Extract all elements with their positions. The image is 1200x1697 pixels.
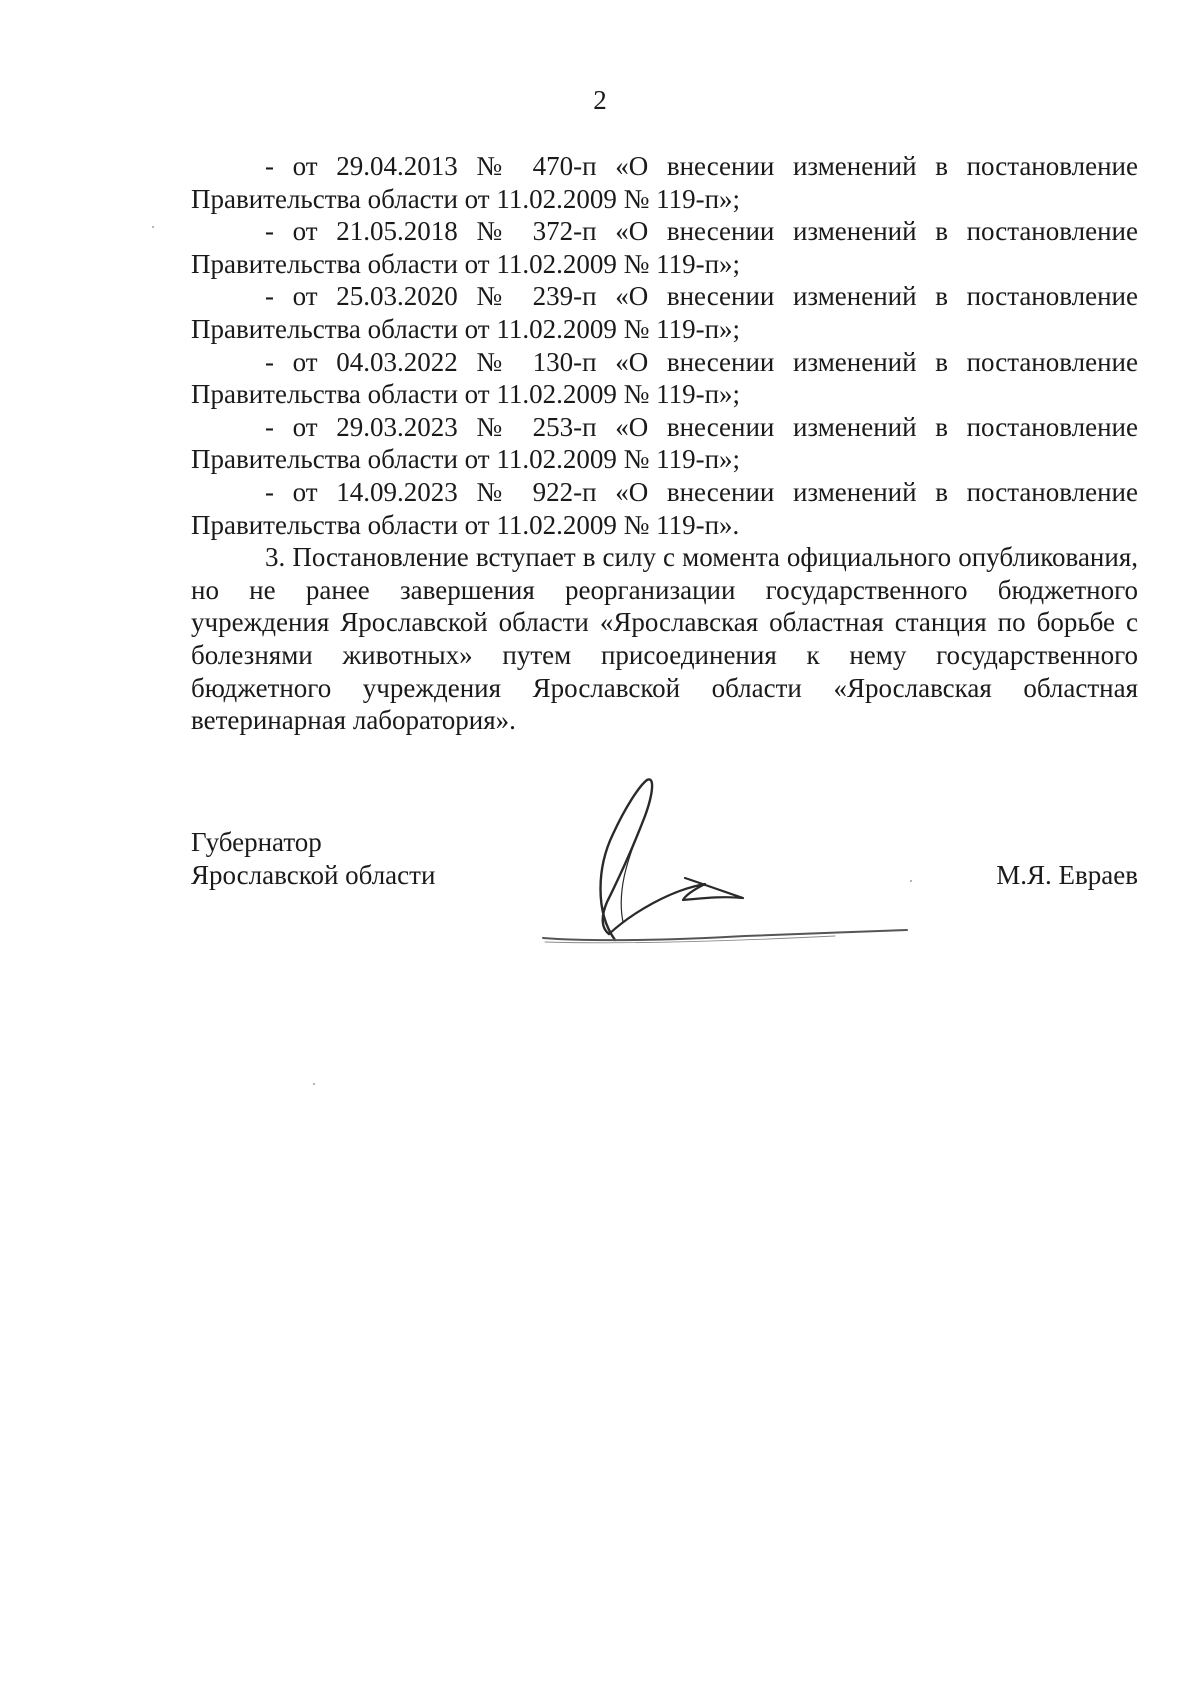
list-item-line-2: Правительства области от 11.02.2009 № 119-п»; [191,183,741,214]
list-item [191,280,1138,345]
signature-inner-stroke [621,832,639,922]
list-item-line-1: - от 14.09.2023 № 922-п «О внесении изменений в постановление [265,476,1138,507]
list-item [191,346,1138,411]
list-item-line-2: Правительства области от 11.02.2009 № 119-п»; [191,444,741,475]
list-item [191,150,1138,215]
list-item-line-2: Правительства области от 11.02.2009 № 119-п». [191,509,740,540]
signature-underline-stroke [543,930,907,940]
list-item-line-1: - от 21.05.2018 № 372-п «О внесении изменений в постановление [265,216,1138,247]
scan-speck [910,880,912,882]
list-item-line-2: Правительства области от 11.02.2009 № 119-п»; [191,313,741,344]
list-item-line-2: Правительства области от 11.02.2009 № 119-п»; [191,379,741,410]
list-item-line-1: - от 29.04.2013 № 470-п «О внесении изменений в постановление [265,151,1138,181]
signatory-title-line-2: Ярославской области [191,859,436,890]
document-body [191,150,1138,737]
list-item-line-1: - от 29.03.2023 № 253-п «О внесении изменений в постановление [265,411,1138,442]
list-item-line-1: - от 04.03.2022 № 130-п «О внесении изменений в постановление [265,346,1138,377]
handwritten-signature [535,772,920,952]
clause-3-paragraph: 3. Постановление вступает в силу с момента официального опубликования, но не ранее завершения реорганизации государственного бюджетного учреждения Ярославской области «Ярославская областная станция по борьбе с болезнями животных» путем присоединения к нему государственного бюджетного учреждения Ярославской области «Ярославская областная ветеринарная лаборатория». [191,542,1138,736]
signatory-title [191,826,435,891]
signature-hook-stroke [609,878,743,934]
signatory-title-line-1: Губернатор [191,827,322,857]
signatory-name: М.Я. Евраев [996,859,1138,890]
list-item-line-1: - от 25.03.2020 № 239-п «О внесении изменений в постановление [265,281,1138,312]
scan-speck [152,226,154,228]
list-item-line-2: Правительства области от 11.02.2009 № 119-п»; [191,248,741,279]
signature-loop-stroke [601,779,653,940]
list-item [191,215,1138,280]
scan-speck [313,1083,315,1085]
list-item [191,476,1138,541]
list-item [191,411,1138,476]
page-number: 2 [593,85,607,115]
